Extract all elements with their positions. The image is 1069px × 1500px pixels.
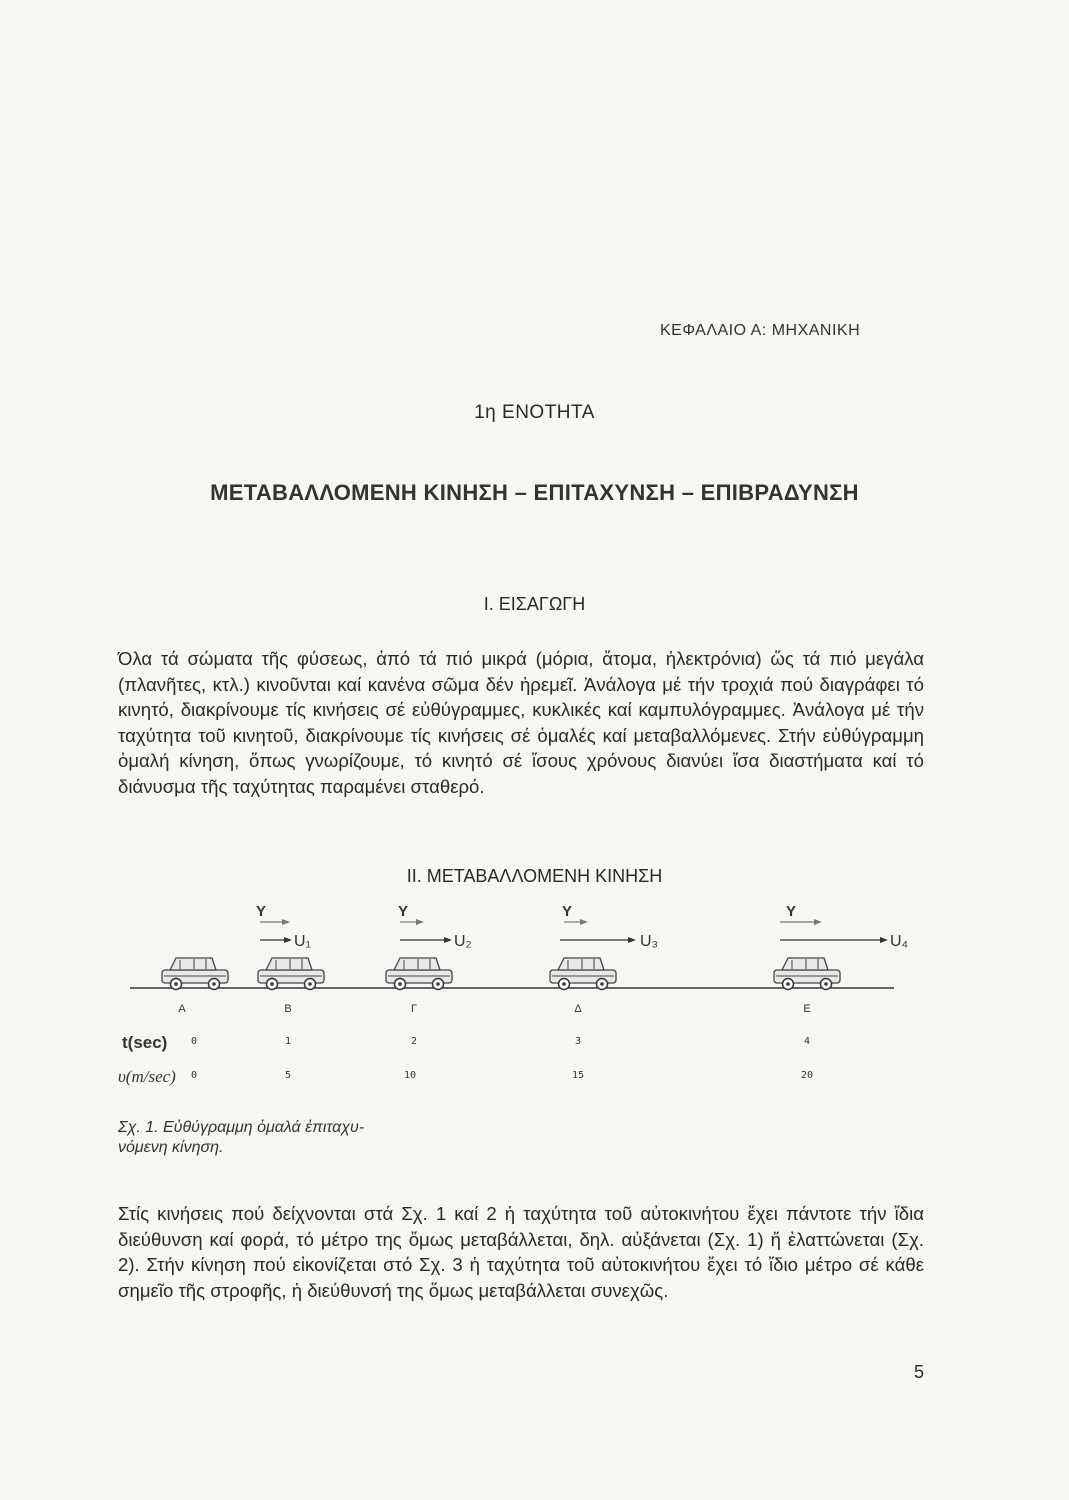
section-heading-variable-motion: ΙΙ. ΜΕΤΑΒΑΛΛΟΜΕΝΗ ΚΙΝΗΣΗ [406, 866, 663, 886]
point-label-a: Α [178, 1003, 186, 1015]
velocity-label-u1: U₁ [294, 933, 311, 950]
caption-line: νόμενη κίνηση. [118, 1139, 224, 1156]
speed-value: 15 [571, 1070, 585, 1081]
car-icon [774, 958, 840, 990]
time-value: 1 [284, 1036, 292, 1047]
vector-label: Υ [786, 903, 797, 920]
speed-value: 10 [403, 1070, 417, 1081]
vector-label: Υ [398, 903, 409, 920]
car-icon [258, 958, 324, 990]
time-value: 2 [410, 1036, 418, 1047]
car-icon [386, 958, 452, 990]
point-label-b: Β [284, 1003, 292, 1015]
motion-diagram [110, 892, 910, 1092]
velocity-label-u3: U₃ [640, 933, 659, 950]
figure-caption [118, 1118, 364, 1158]
speed-value: 5 [284, 1070, 292, 1081]
page-title: ΜΕΤΑΒΑΛΛΟΜΕΝΗ ΚΙΝΗΣΗ – ΕΠΙΤΑΧΥΝΣΗ – ΕΠΙΒΡΑΔΥΝΣΗ [210, 480, 859, 505]
section-heading-introduction: Ι. ΕΙΣΑΓΩΓΗ [483, 594, 586, 614]
speed-value: 20 [800, 1070, 814, 1081]
velocity-label-u2: U₂ [454, 933, 472, 950]
car-icon [162, 958, 228, 990]
speed-value: 0 [190, 1070, 198, 1081]
velocity-label-u4: U₄ [890, 933, 909, 950]
point-label-c: Γ [410, 1003, 418, 1015]
page-number: 5 [914, 1362, 925, 1382]
point-label-e: Ε [803, 1003, 811, 1015]
time-value: 4 [803, 1036, 811, 1047]
unit-heading: 1η ΕΝΟΤΗΤΑ [474, 402, 595, 423]
time-value: 0 [190, 1036, 198, 1047]
car-icon [550, 958, 616, 990]
vector-label: Υ [256, 903, 267, 920]
caption-line: Σχ. 1. Εὐθύγραμμη ὁμαλά ἐπιταχυ- [118, 1119, 365, 1136]
time-row-label: t(sec) [122, 1033, 168, 1052]
time-value: 3 [574, 1036, 582, 1047]
point-label-d: Δ [574, 1003, 582, 1015]
chapter-header: ΚΕΦΑΛΑΙΟ Α: ΜΗΧΑΝΙΚΗ [660, 322, 861, 339]
vector-label: Υ [562, 903, 573, 920]
intro-paragraph: Όλα τά σώματα τῆς φύσεως, ἀπό τά πιό μικρά (μόρια, ἄτομα, ἠλεκτρόνια) ὥς τά πιό μεγάλα (πλανῆτες, κτλ.) κινοῦνται καί κανένα σῶμα δέν ἠρεμεῖ. Ἀνάλογα μέ τήν τροχιά πού διαγράφει τό κινητό, διακρίνουμε τίς κινήσεις σέ εὐθύγραμμες, κυκλικές καί καμπυλόγραμμες. Ἀνάλογα μέ τήν ταχύτητα τοῦ κινητοῦ, διακρίνουμε τίς κινήσεις σέ ὁμαλές καί μεταβαλλόμενες. Στήν εὐθύγραμμη ὁμαλή κίνηση, ὅπως γνωρίζουμε, τό κινητό σέ ἴσους χρόνους διανύει ἴσα διαστήματα καί τό διάνυσμα τῆς ταχύτητας παραμένει σταθερό. [118, 648, 924, 797]
variable-motion-paragraph: Στίς κινήσεις πού δείχνονται στά Σχ. 1 καί 2 ἡ ταχύτητα τοῦ αὐτοκινήτου ἔχει πάντοτε τήν ἴδια διεύθυνση καί φορά, τό μέτρο της ὅμως μεταβάλλεται, δηλ. αὐξάνεται (Σχ. 1) ἤ ἐλαττώνεται (Σχ. 2). Στήν κίνηση πού εἰκονίζεται στό Σχ. 3 ἡ ταχύτητα τοῦ αὐτοκινήτου ἔχει τό ἴδιο μέτρο σέ κάθε σημεῖο τῆς στροφῆς, ἡ διεύθυνσή της ὅμως μεταβάλλεται συνεχῶς. [118, 1203, 924, 1301]
speed-row-label: υ(m/sec) [118, 1067, 176, 1086]
